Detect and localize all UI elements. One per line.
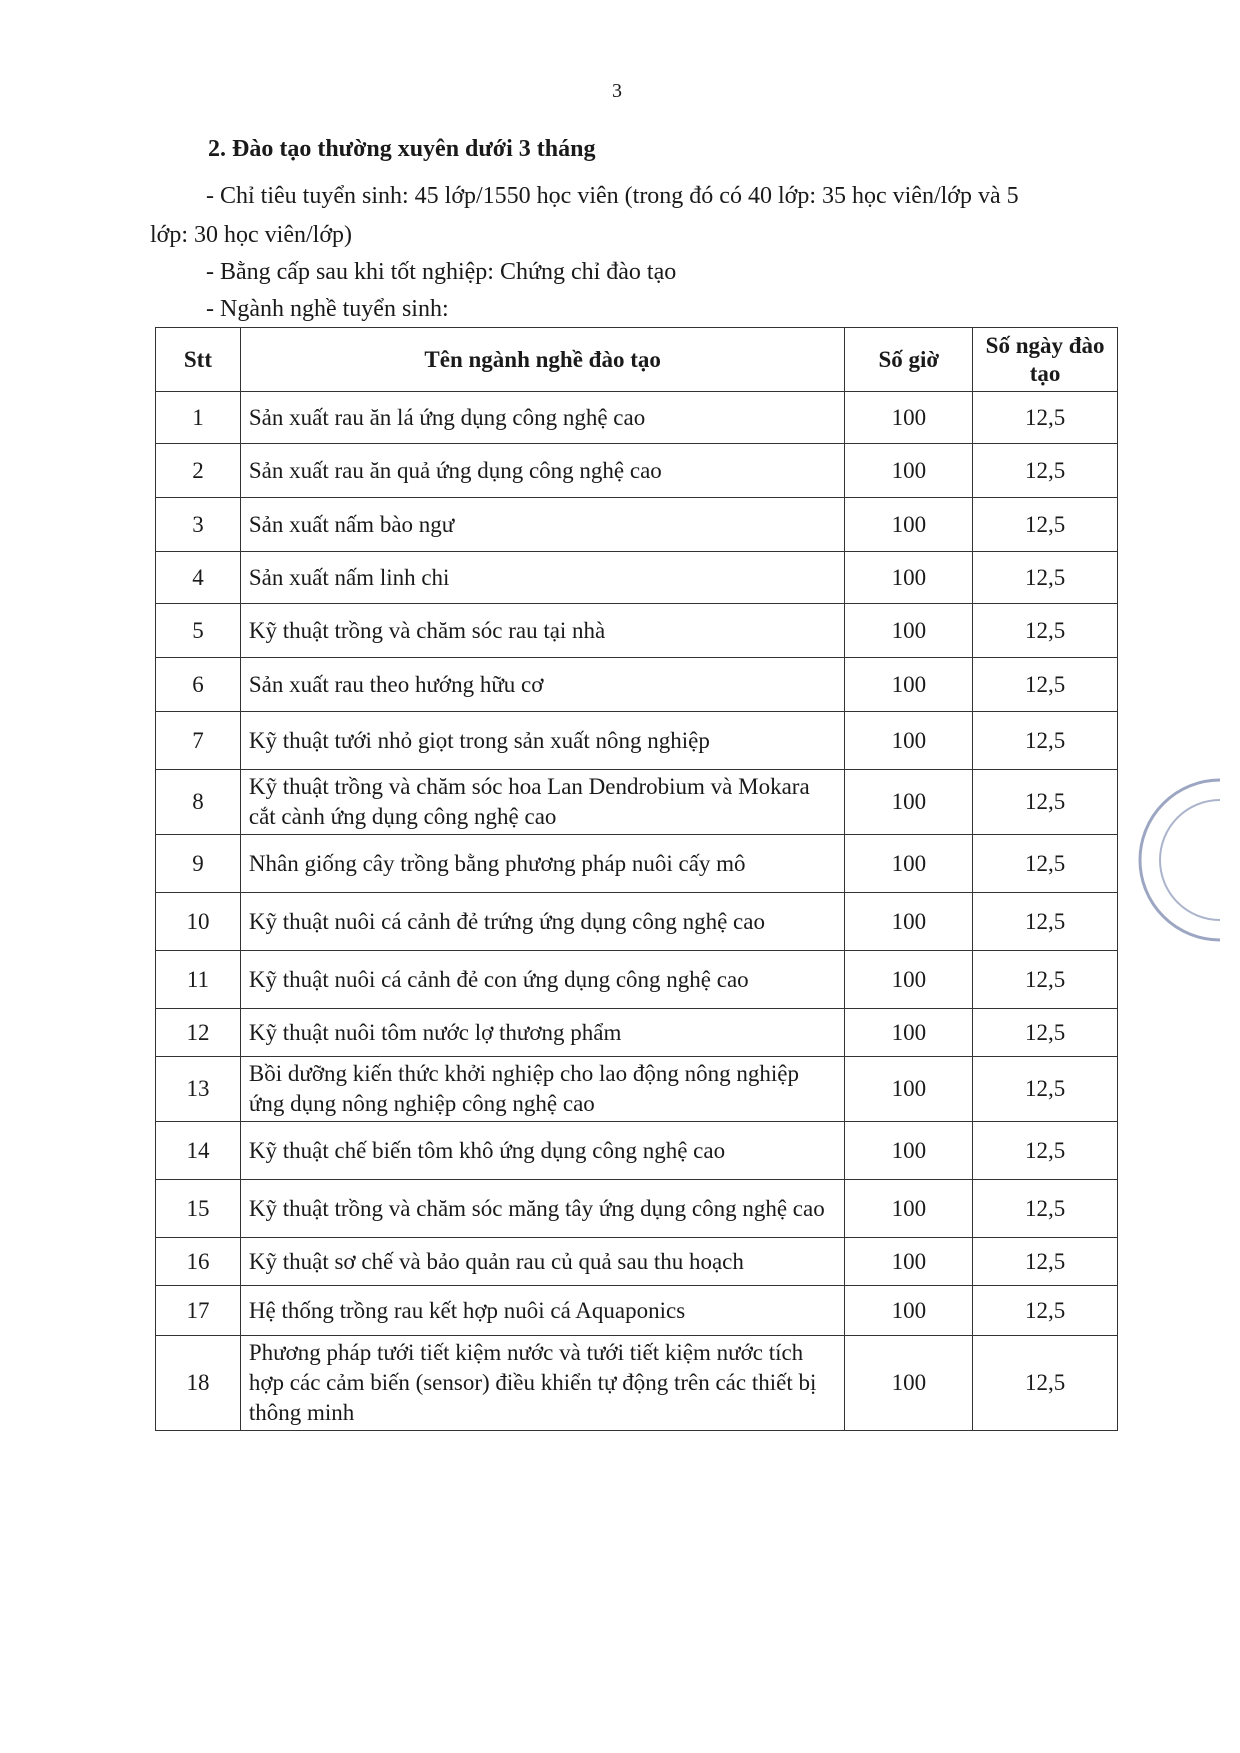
row-days: 12,5 [973, 1336, 1118, 1431]
row-name: Bồi dưỡng kiến thức khởi nghiệp cho lao động nông nghiệp ứng dụng nông nghiệp công nghệ cao [240, 1057, 845, 1122]
row-days: 12,5 [973, 498, 1118, 552]
row-hours: 100 [845, 1336, 973, 1431]
row-name: Kỹ thuật sơ chế và bảo quản rau củ quả sau thu hoạch [240, 1238, 845, 1286]
row-stt: 14 [156, 1122, 241, 1180]
section-heading: 2. Đào tạo thường xuyên dưới 3 tháng [208, 136, 596, 162]
row-stt: 7 [156, 712, 241, 770]
row-days: 12,5 [973, 893, 1118, 951]
majors-line: - Ngành nghề tuyển sinh: [206, 296, 449, 322]
table-row [156, 712, 1118, 770]
table-row [156, 1057, 1118, 1122]
row-stt: 15 [156, 1180, 241, 1238]
row-stt: 13 [156, 1057, 241, 1122]
table-row [156, 951, 1118, 1009]
table-row [156, 770, 1118, 835]
table-row [156, 1238, 1118, 1286]
row-days: 12,5 [973, 444, 1118, 498]
header-stt: Stt [156, 328, 241, 392]
table-body [156, 392, 1118, 1431]
table-row [156, 392, 1118, 444]
row-days: 12,5 [973, 392, 1118, 444]
row-name: Kỹ thuật trồng và chăm sóc rau tại nhà [240, 604, 845, 658]
row-days: 12,5 [973, 658, 1118, 712]
header-hours: Số giờ [845, 328, 973, 392]
table-row [156, 1122, 1118, 1180]
row-name: Kỹ thuật tưới nhỏ giọt trong sản xuất nông nghiệp [240, 712, 845, 770]
table-row [156, 835, 1118, 893]
row-days: 12,5 [973, 1286, 1118, 1336]
row-stt: 2 [156, 444, 241, 498]
row-stt: 5 [156, 604, 241, 658]
row-stt: 3 [156, 498, 241, 552]
row-stt: 12 [156, 1009, 241, 1057]
row-name: Nhân giống cây trồng bằng phương pháp nuôi cấy mô [240, 835, 845, 893]
row-days: 12,5 [973, 835, 1118, 893]
row-name: Sản xuất rau ăn quả ứng dụng công nghệ cao [240, 444, 845, 498]
row-hours: 100 [845, 1009, 973, 1057]
row-hours: 100 [845, 1057, 973, 1122]
row-name: Sản xuất rau ăn lá ứng dụng công nghệ cao [240, 392, 845, 444]
degree-line: - Bằng cấp sau khi tốt nghiệp: Chứng chỉ đào tạo [206, 259, 677, 285]
row-hours: 100 [845, 1286, 973, 1336]
row-hours: 100 [845, 1238, 973, 1286]
row-days: 12,5 [973, 1009, 1118, 1057]
table-row [156, 658, 1118, 712]
row-name: Kỹ thuật nuôi cá cảnh đẻ con ứng dụng công nghệ cao [240, 951, 845, 1009]
table-row [156, 1336, 1118, 1431]
table-row [156, 1286, 1118, 1336]
table-row [156, 552, 1118, 604]
row-hours: 100 [845, 835, 973, 893]
page-number: 3 [612, 80, 622, 102]
row-hours: 100 [845, 392, 973, 444]
quota-line-2: lớp: 30 học viên/lớp) [150, 222, 353, 248]
row-stt: 4 [156, 552, 241, 604]
row-days: 12,5 [973, 1057, 1118, 1122]
seal-stamp-icon [1120, 770, 1220, 960]
row-hours: 100 [845, 552, 973, 604]
table-row [156, 1180, 1118, 1238]
header-days: Số ngày đào tạo [973, 328, 1118, 392]
row-hours: 100 [845, 770, 973, 835]
courses-table [155, 327, 1118, 1431]
row-name: Hệ thống trồng rau kết hợp nuôi cá Aquaponics [240, 1286, 845, 1336]
table-row [156, 893, 1118, 951]
row-days: 12,5 [973, 951, 1118, 1009]
row-hours: 100 [845, 712, 973, 770]
row-stt: 18 [156, 1336, 241, 1431]
table-row [156, 604, 1118, 658]
row-hours: 100 [845, 444, 973, 498]
row-stt: 6 [156, 658, 241, 712]
row-name: Sản xuất nấm bào ngư [240, 498, 845, 552]
row-hours: 100 [845, 1180, 973, 1238]
table-row [156, 444, 1118, 498]
row-days: 12,5 [973, 1180, 1118, 1238]
row-days: 12,5 [973, 1238, 1118, 1286]
row-hours: 100 [845, 658, 973, 712]
row-stt: 11 [156, 951, 241, 1009]
row-stt: 16 [156, 1238, 241, 1286]
row-stt: 8 [156, 770, 241, 835]
row-days: 12,5 [973, 770, 1118, 835]
table-row [156, 1009, 1118, 1057]
row-stt: 9 [156, 835, 241, 893]
row-name: Kỹ thuật nuôi cá cảnh đẻ trứng ứng dụng công nghệ cao [240, 893, 845, 951]
row-name: Kỹ thuật chế biến tôm khô ứng dụng công nghệ cao [240, 1122, 845, 1180]
row-name: Kỹ thuật nuôi tôm nước lợ thương phẩm [240, 1009, 845, 1057]
row-stt: 10 [156, 893, 241, 951]
row-days: 12,5 [973, 552, 1118, 604]
row-stt: 17 [156, 1286, 241, 1336]
row-name: Phương pháp tưới tiết kiệm nước và tưới tiết kiệm nước tích hợp các cảm biến (sensor) điều khiển tự động trên các thiết bị thông minh [240, 1336, 845, 1431]
row-days: 12,5 [973, 604, 1118, 658]
row-name: Kỹ thuật trồng và chăm sóc hoa Lan Dendrobium và Mokara cắt cành ứng dụng công nghệ cao [240, 770, 845, 835]
row-hours: 100 [845, 498, 973, 552]
table-row [156, 498, 1118, 552]
row-hours: 100 [845, 893, 973, 951]
row-hours: 100 [845, 604, 973, 658]
row-days: 12,5 [973, 1122, 1118, 1180]
row-stt: 1 [156, 392, 241, 444]
row-days: 12,5 [973, 712, 1118, 770]
quota-line-1: - Chỉ tiêu tuyển sinh: 45 lớp/1550 học viên (trong đó có 40 lớp: 35 học viên/lớp và 5 [206, 183, 1019, 209]
row-hours: 100 [845, 951, 973, 1009]
row-name: Sản xuất rau theo hướng hữu cơ [240, 658, 845, 712]
row-hours: 100 [845, 1122, 973, 1180]
row-name: Sản xuất nấm linh chi [240, 552, 845, 604]
table-header-row [156, 328, 1118, 392]
header-name: Tên ngành nghề đào tạo [240, 328, 845, 392]
row-name: Kỹ thuật trồng và chăm sóc măng tây ứng dụng công nghệ cao [240, 1180, 845, 1238]
